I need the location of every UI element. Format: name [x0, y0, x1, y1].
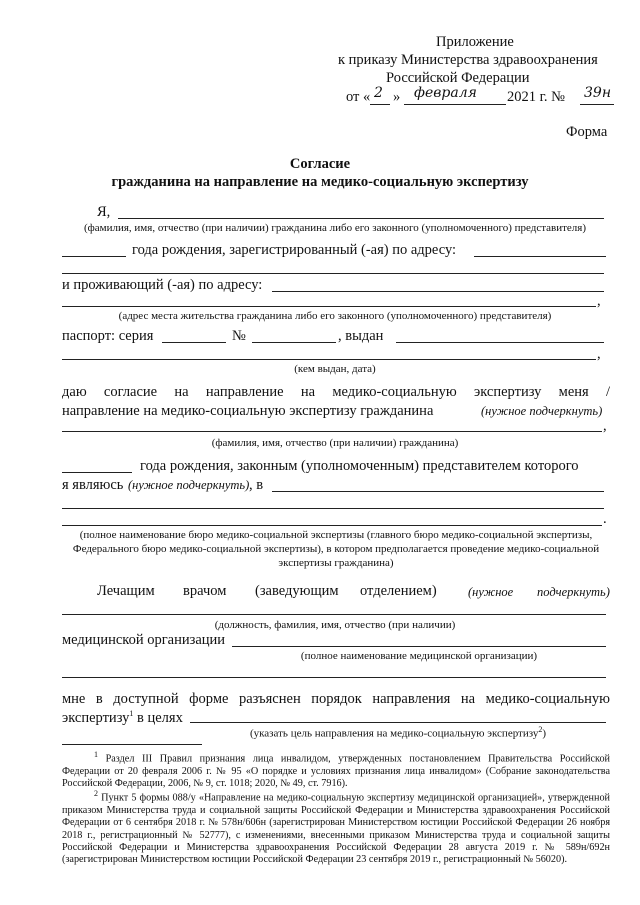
header-date-day: 2: [374, 85, 383, 101]
header-appendix: Приложение: [436, 34, 514, 50]
form-label: Форма: [566, 124, 608, 140]
passport-label: паспорт: серия: [62, 328, 154, 344]
residing-address-line-2[interactable]: [62, 306, 596, 307]
rep-birth-year-line[interactable]: [62, 472, 132, 473]
header-date-number: 39н: [584, 85, 612, 101]
doctor-word-1: Лечащим: [97, 583, 155, 599]
header-date-month: февраля: [414, 85, 477, 101]
explained-line-1: мне в доступной форме разъяснен порядок направления на медико-социальную: [62, 691, 610, 707]
comma-1: ,: [597, 293, 601, 309]
address-caption: (адрес места жительства гражданина либо его законного (уполномоченного) представителя): [118, 310, 552, 322]
med-org-caption: (полное наименование медицинской организации): [300, 650, 538, 662]
citizen-fio-line[interactable]: [62, 431, 602, 432]
doctor-word-3: (заведующим: [255, 583, 339, 599]
footnote-2-text: Пункт 5 формы 088/у «Направление на медико-социальную экспертизу медицинской организацией», утвержденной приказом Министерства труда и социальной защиты Российской Федерации и Министерства здравоохранения Российской Федерации от 6 сентября 2018 г. № 578н/606н (зарегистрирован Министерством юстиции Российской Федерации 26 ноября 2018 г., регистрационный № 52777), с изменениями, внесенными приказом Министерства труда и социальной защиты Российской Федерации и Министерства здравоохранения Российской Федерации 28 августа 2019 г. № 589н/692н (зарегистрирован Министерством юстиции Российской Федерации 23 сентября 2019 г., регистрационный № 56020).: [62, 792, 611, 866]
footnote-1-text: Раздел III Правил признания лица инвалидом, утвержденных постановлением Правительства Российской Федерации от 20 февраля 2006 г. № 95 «О порядке и условиях признания лица инвалидом» (Собрание законодательства Российской Федерации, 2006, № 9, ст. 1018; 2020, № 49, ст. 7916).: [62, 753, 610, 790]
footnote-1: [62, 749, 610, 791]
date-number-line: [580, 104, 614, 105]
title-subject: гражданина на направление на медико-социальную экспертизу: [111, 174, 529, 190]
header-date-year: 2021 г. №: [507, 89, 566, 105]
purpose-line[interactable]: [190, 722, 606, 723]
representative-line-2a: я являюсь: [62, 477, 124, 493]
bureau-line-3[interactable]: [62, 525, 602, 526]
registered-address-line[interactable]: [474, 256, 606, 257]
med-org-line-2[interactable]: [62, 677, 606, 678]
purpose-caption: [190, 725, 606, 740]
registered-address-line-2[interactable]: [62, 273, 604, 274]
explained-word: экспертизу: [62, 709, 130, 726]
ya-label: Я,: [97, 204, 111, 220]
footnote-ref-1[interactable]: 1: [129, 709, 134, 718]
doctor-caption: (должность, фамилия, имя, отчество (при наличии): [214, 619, 456, 631]
footnote-separator: [62, 744, 202, 745]
dot-1: .: [603, 511, 607, 527]
med-org-label: медицинской организации: [62, 632, 226, 648]
doctor-note-1: (нужное: [468, 585, 514, 599]
passport-number-line[interactable]: [252, 342, 336, 343]
fio-line[interactable]: [118, 218, 604, 219]
header-country: Российской Федерации: [386, 70, 530, 86]
passport-issued-line-2[interactable]: [62, 359, 596, 360]
citizen-caption: (фамилия, имя, отчество (при наличии) гражданина): [211, 437, 459, 449]
comma-3: ,: [603, 418, 607, 434]
doctor-word-2: врачом: [183, 583, 227, 599]
doctor-word-4: отделением): [360, 583, 437, 599]
header-date-close: »: [393, 89, 401, 105]
explained-purpose-label: в целях: [137, 709, 183, 726]
issued-caption: (кем выдан, дата): [294, 363, 376, 375]
passport-issued-label: , выдан: [338, 328, 384, 344]
footnote-2: [62, 788, 610, 867]
bureau-caption: (полное наименование бюро медико-социальной экспертизы (главного бюро медико-социальной экспертизы, Федерального бюро медико-социальной экспертизы), в котором предполагается проведение медико-социальной экспертизы гражданина): [72, 529, 600, 569]
doctor-note-2: подчеркнуть): [537, 585, 610, 599]
birth-year-line[interactable]: [62, 256, 126, 257]
date-month-line: [404, 104, 506, 105]
residing-address-line[interactable]: [272, 291, 604, 292]
doctor-line[interactable]: [62, 614, 606, 615]
passport-issued-line[interactable]: [396, 342, 604, 343]
header-date-from: от «: [346, 89, 371, 105]
title-consent: Согласие: [289, 156, 351, 172]
purpose-caption-close: ): [542, 727, 547, 740]
med-org-line[interactable]: [232, 646, 606, 647]
footnote-1-number: 1: [94, 750, 98, 759]
representative-line-1: года рождения, законным (уполномоченным) представителем которого: [140, 458, 579, 474]
bureau-line[interactable]: [272, 491, 604, 492]
passport-number-sign: №: [232, 328, 246, 344]
date-day-line: [370, 104, 390, 105]
consent-underline-note: (нужное подчеркнуть): [481, 404, 603, 418]
passport-series-line[interactable]: [162, 342, 226, 343]
residing-text: и проживающий (-ая) по адресу:: [62, 277, 263, 293]
representative-line-2b: , в: [249, 477, 264, 493]
comma-2: ,: [597, 346, 601, 362]
bureau-line-2[interactable]: [62, 508, 604, 509]
footnote-2-number: 2: [94, 789, 98, 798]
header-order: к приказу Министерства здравоохранения: [338, 52, 598, 68]
representative-underline-note: (нужное подчеркнуть): [128, 478, 250, 492]
footnote-ref-2[interactable]: 2: [538, 725, 543, 734]
fio-caption: (фамилия, имя, отчество (при наличии) гражданина либо его законного (уполномоченного) представителя): [83, 222, 587, 234]
purpose-caption-text: (указать цель направления на медико-социальную экспертизу: [249, 727, 539, 740]
birth-registered-text: года рождения, зарегистрированный (-ая) по адресу:: [132, 242, 457, 258]
consent-line-2: направление на медико-социальную экспертизу гражданина: [62, 403, 434, 419]
explained-line-2: [62, 709, 183, 727]
consent-line-1: даю согласие на направление на медико-социальную экспертизу меня /: [62, 384, 610, 400]
